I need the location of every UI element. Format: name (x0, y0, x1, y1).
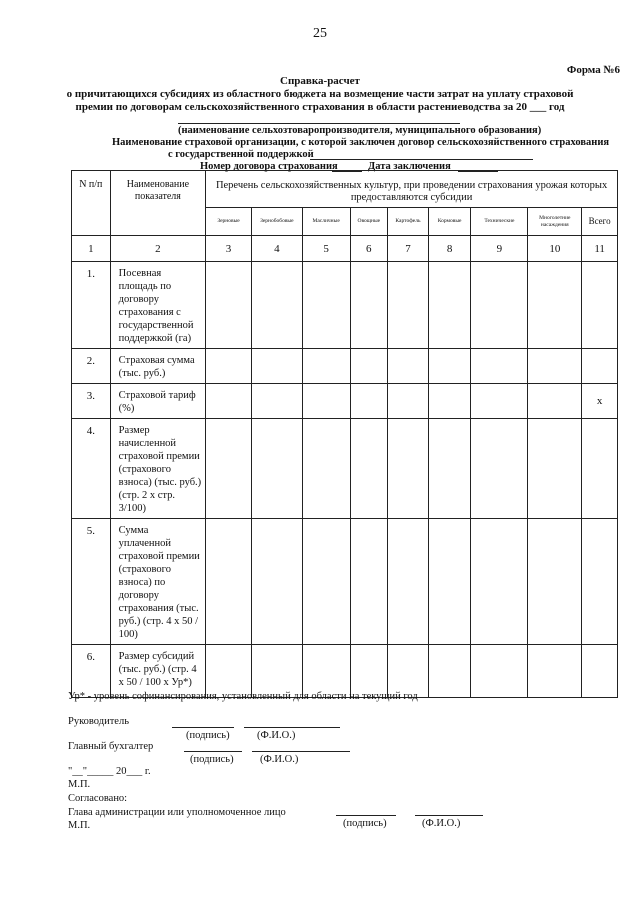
signature-caption: (подпись) (190, 754, 234, 765)
crops-header: Перечень сельскохозяйственных культур, при проведении страхования урожая которых предоставляются субсидии (206, 171, 618, 208)
accountant-fio-line (252, 751, 350, 752)
row-name: Сумма уплаченной страховой премии (страхового взноса) по договору страхования (тыс. руб.) (стр. 4 x 50 / 100) (110, 519, 206, 645)
admin-fio-line (415, 815, 483, 816)
total-not-applicable-mark: x (582, 384, 618, 419)
row-name: Размер начисленной страховой премии (страхового взноса) (тыс. руб.) (стр. 2 x стр. 3/100) (110, 419, 206, 519)
org-name-line (178, 123, 460, 124)
column-number: 3 (206, 236, 252, 262)
admin-label: Глава администрации или уполномоченное лицо (68, 807, 286, 818)
row-number: 4. (72, 419, 111, 519)
insurer-label: Наименование страховой организации, с которой заключен договор сельскохозяйственного страхования (112, 137, 610, 148)
org-caption: (наименование сельхозтоваропроизводителя, муниципального образования) (178, 125, 542, 136)
admin-signature-line (336, 815, 396, 816)
column-number: 8 (428, 236, 471, 262)
row-number: 2. (72, 349, 111, 384)
title-line-2: о причитающихся субсидиях из областного бюджета на возмещение части затрат на уплату страховой (66, 88, 574, 100)
column-number: 5 (302, 236, 350, 262)
stamp-label: М.П. (68, 820, 91, 831)
row-number: 3. (72, 384, 111, 419)
document-title (0, 75, 640, 114)
accountant-label: Главный бухгалтер (68, 741, 154, 752)
table-row (72, 645, 618, 698)
column-numbers-row (72, 236, 618, 262)
table-row (72, 519, 618, 645)
crop-header: Картофель (388, 208, 429, 236)
row-name: Страховая сумма (тыс. руб.) (110, 349, 206, 384)
table-row (72, 349, 618, 384)
row-name: Страховой тариф (%) (110, 384, 206, 419)
col-num-header: N п/п (72, 171, 111, 236)
signature-caption: (подпись) (343, 818, 387, 829)
column-number: 10 (528, 236, 582, 262)
fio-caption: (Ф.И.О.) (257, 730, 296, 741)
crop-header: Овощные (350, 208, 388, 236)
head-signature-line (172, 727, 234, 728)
column-number: 2 (110, 236, 206, 262)
col-name-header: Наименование показателя (110, 171, 206, 236)
head-label: Руководитель (68, 716, 129, 727)
column-number: 9 (471, 236, 528, 262)
title-line-1: Справка-расчет (280, 75, 360, 87)
signature-caption: (подпись) (186, 730, 230, 741)
insurer-label-cont: с государственной поддержкой (168, 149, 314, 160)
row-name: Размер субсидий (тыс. руб.) (стр. 4 x 50 / 100 x Ур*) (110, 645, 206, 698)
column-number: 4 (251, 236, 302, 262)
crop-header: Масличные (302, 208, 350, 236)
row-number: 5. (72, 519, 111, 645)
form-label: Форма №6 (566, 64, 620, 76)
contract-number-label: Номер договора страхования (200, 161, 338, 172)
column-number: 6 (350, 236, 388, 262)
date-line: "__"_____ 20___ г. (68, 766, 151, 777)
table-row (72, 384, 618, 419)
crop-header: Зерновые (206, 208, 252, 236)
row-number: 6. (72, 645, 111, 698)
subsidy-table (71, 170, 618, 698)
row-number: 1. (72, 262, 111, 349)
title-line-3: премии по договорам сельскохозяйственного страхования в области растениеводства за 20 ___ год (75, 101, 565, 113)
crop-header: Технические (471, 208, 528, 236)
crop-header-total: Всего (582, 208, 618, 236)
column-number: 7 (388, 236, 429, 262)
stamp-label: М.П. (68, 779, 91, 790)
crop-header: Зернобобовые (251, 208, 302, 236)
head-fio-line (244, 727, 340, 728)
agreed-label: Согласовано: (68, 793, 128, 804)
contract-date-label: Дата заключения (368, 161, 451, 172)
crop-header: Кормовые (428, 208, 471, 236)
accountant-signature-line (184, 751, 242, 752)
table-row (72, 262, 618, 349)
footnote: Ур* - уровень софинансирования, установленный для области на текущий год (68, 691, 418, 702)
column-number: 11 (582, 236, 618, 262)
insurer-name-line (310, 159, 533, 160)
crop-header: Многолетние насаждения (528, 208, 582, 236)
fio-caption: (Ф.И.О.) (422, 818, 461, 829)
column-number: 1 (72, 236, 111, 262)
row-name: Посевная площадь по договору страхования с государственной поддержкой (га) (110, 262, 206, 349)
table-row (72, 419, 618, 519)
fio-caption: (Ф.И.О.) (260, 754, 299, 765)
page-number: 25 (313, 26, 327, 41)
